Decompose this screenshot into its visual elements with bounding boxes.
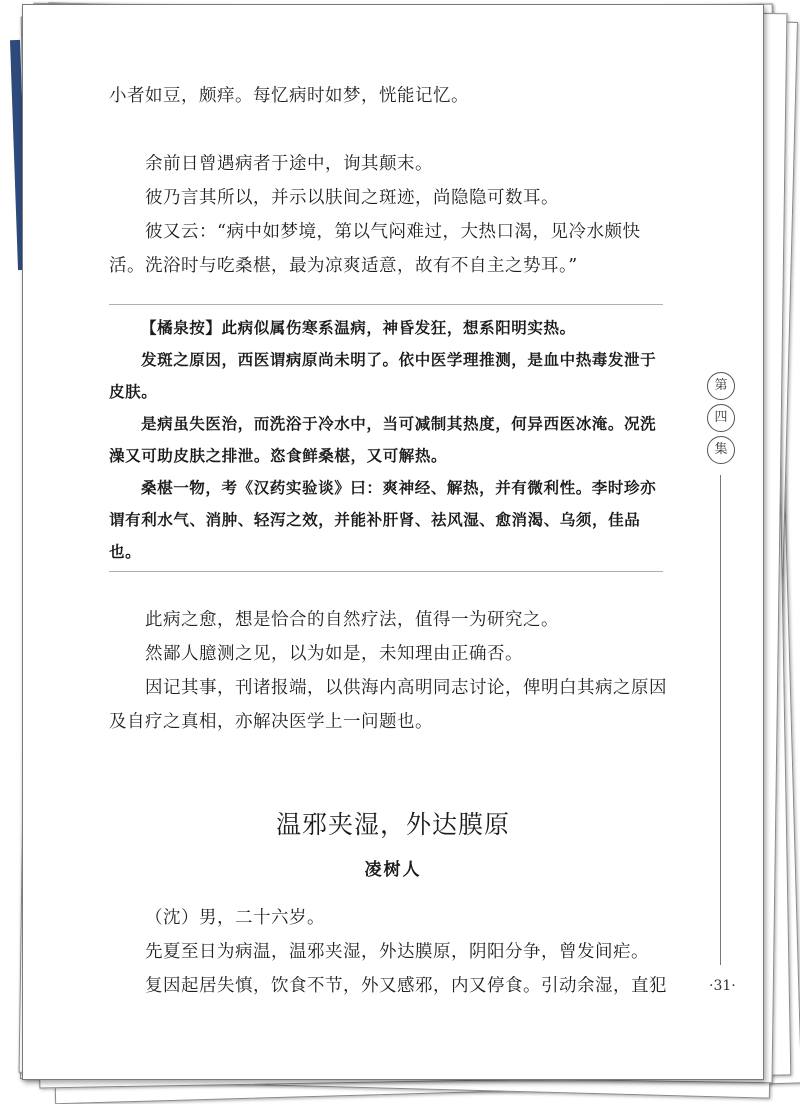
body-paragraph: 因记其事，刊诸报端，以供海内高明同志讨论，俾明白其病之原因及自疗之真相，亦解决医学上一问题也。 <box>109 678 667 732</box>
editor-note-paragraph: 桑椹一物，考《汉药实验谈》曰：爽神经、解热，并有微利性。李时珍亦谓有利水气、消肿、轻泻之效，并能补肝肾、祛风湿、愈消渴、乌须，佳品也。 <box>109 479 657 561</box>
page-number: ·31· <box>709 978 736 994</box>
body-paragraph: 彼又云：“病中如梦境，第以气闷难过，大热口渴，见冷水颇快活。洗浴时与吃桑椹，最为凉爽适意，故有不自主之势耳。” <box>109 222 641 276</box>
editor-note-paragraph: 【橘泉按】此病似属伤寒系温病，神昏发狂，想系阳明实热。 <box>141 319 576 337</box>
volume-marker-char: 第 <box>707 372 735 400</box>
article-paragraph: 先夏至日为病温，温邪夹湿，外达膜原，阴阳分争，曾发间疟。 <box>145 942 649 962</box>
body-paragraph: 此病之愈，想是恰合的自然疗法，值得一为研究之。 <box>145 610 559 630</box>
side-vertical-rule <box>720 475 721 965</box>
book-page <box>22 4 764 1080</box>
body-paragraph: 彼乃言其所以，并示以肤间之斑迹，尚隐隐可数耳。 <box>145 188 559 208</box>
volume-marker-char: 四 <box>707 404 735 432</box>
note-top-rule <box>109 304 663 305</box>
body-paragraph: 余前日曾遇病者于途中，询其颠末。 <box>145 154 433 174</box>
article-paragraph: （沈）男，二十六岁。 <box>145 908 325 928</box>
article-paragraph: 复因起居失慎，饮食不节，外又感邪，内又停食。引动余湿，直犯 <box>145 976 667 996</box>
note-bottom-rule <box>109 571 663 572</box>
body-paragraph: 小者如豆，颇痒。每忆病时如梦，恍能记忆。 <box>109 86 469 106</box>
article-author: 凌树人 <box>364 860 422 880</box>
editor-note-paragraph: 发斑之原因，西医谓病原尚未明了。依中医学理推测，是血中热毒发泄于皮肤。 <box>109 351 657 401</box>
editor-note-paragraph: 是病虽失医治，而洗浴于冷水中，当可减制其热度，何异西医冰淹。况洗澡又可助皮肤之排泄。恣食鲜桑椹，又可解热。 <box>109 415 657 465</box>
article-title: 温邪夹湿，外达膜原 <box>275 810 510 839</box>
body-paragraph: 然鄙人臆测之见，以为如是，未知理由正确否。 <box>145 644 523 664</box>
volume-marker-char: 集 <box>707 436 735 464</box>
